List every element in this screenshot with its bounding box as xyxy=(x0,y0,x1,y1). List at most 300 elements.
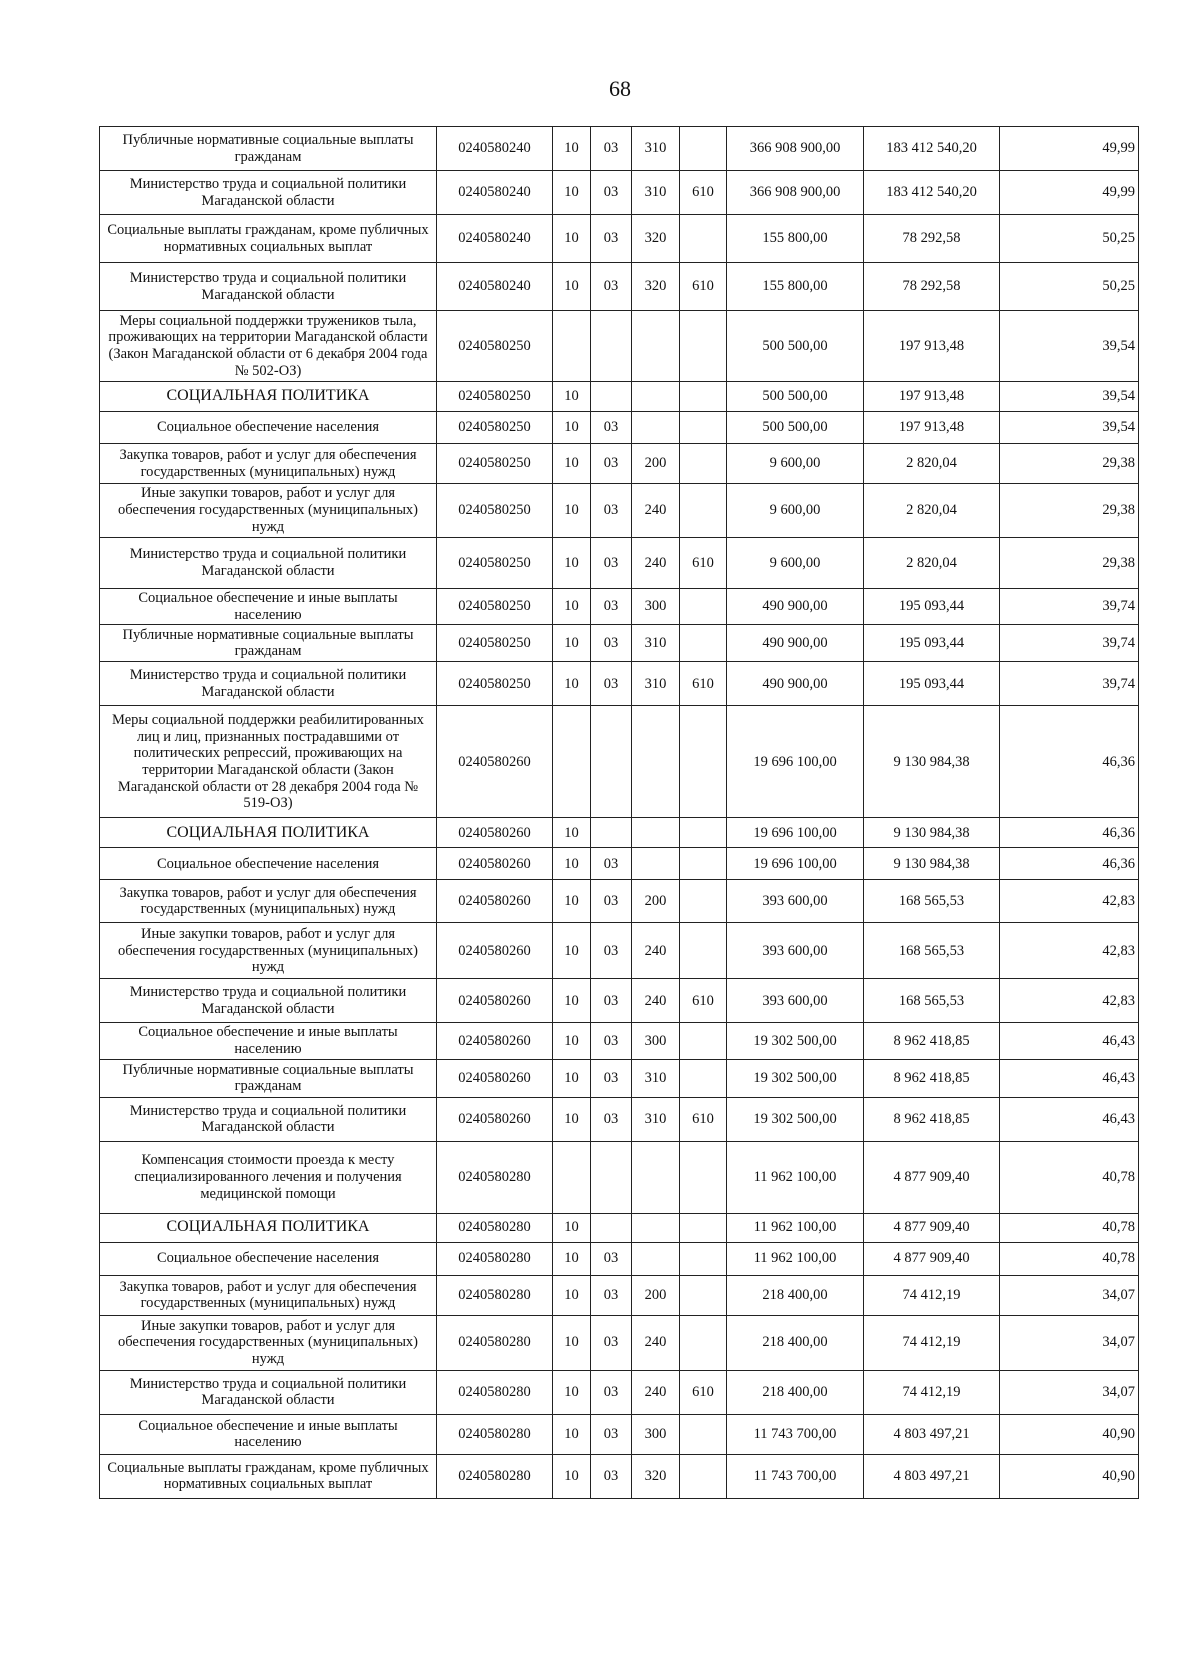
row-execution-percent: 34,07 xyxy=(1000,1370,1139,1414)
row-name: СОЦИАЛЬНАЯ ПОЛИТИКА xyxy=(100,818,437,848)
row-planned-amount: 490 900,00 xyxy=(727,625,864,662)
row-executed-amount: 8 962 418,85 xyxy=(864,1059,1000,1097)
row-name: Закупка товаров, работ и услуг для обеспечения государственных (муниципальных) нужд xyxy=(100,880,437,923)
row-expense-type: 240 xyxy=(632,979,680,1023)
table-row xyxy=(100,923,1139,979)
row-planned-amount: 218 400,00 xyxy=(727,1275,864,1315)
row-expense-type: 320 xyxy=(632,263,680,311)
row-section-code: 10 xyxy=(553,818,591,848)
row-name: СОЦИАЛЬНАЯ ПОЛИТИКА xyxy=(100,382,437,412)
row-name: Меры социальной поддержки тружеников тыла, проживающих на территории Магаданской области (Закон Магаданской области от 6 декабря 2004 года № 502-ОЗ) xyxy=(100,311,437,382)
table-row xyxy=(100,1315,1139,1370)
row-executed-amount: 183 412 540,20 xyxy=(864,127,1000,171)
row-executed-amount: 197 913,48 xyxy=(864,412,1000,444)
row-target-code: 0240580280 xyxy=(437,1141,553,1213)
row-planned-amount: 9 600,00 xyxy=(727,484,864,538)
row-subsection-code: 03 xyxy=(591,1275,632,1315)
row-executed-amount: 195 093,44 xyxy=(864,662,1000,706)
row-planned-amount: 9 600,00 xyxy=(727,538,864,589)
row-subsection-code xyxy=(591,818,632,848)
row-executed-amount: 4 877 909,40 xyxy=(864,1242,1000,1275)
row-name: Закупка товаров, работ и услуг для обеспечения государственных (муниципальных) нужд xyxy=(100,444,437,484)
row-executed-amount: 8 962 418,85 xyxy=(864,1097,1000,1141)
row-section-code: 10 xyxy=(553,1414,591,1454)
row-target-code: 0240580260 xyxy=(437,923,553,979)
row-subsection-code: 03 xyxy=(591,538,632,589)
row-administrator-code xyxy=(680,1141,727,1213)
row-subsection-code: 03 xyxy=(591,1023,632,1059)
row-administrator-code: 610 xyxy=(680,1097,727,1141)
row-target-code: 0240580250 xyxy=(437,662,553,706)
row-execution-percent: 49,99 xyxy=(1000,127,1139,171)
row-expense-type: 240 xyxy=(632,1315,680,1370)
row-target-code: 0240580240 xyxy=(437,127,553,171)
table-row xyxy=(100,263,1139,311)
row-expense-type: 240 xyxy=(632,923,680,979)
row-subsection-code xyxy=(591,1213,632,1242)
row-expense-type: 310 xyxy=(632,127,680,171)
row-executed-amount: 197 913,48 xyxy=(864,382,1000,412)
row-administrator-code xyxy=(680,127,727,171)
row-execution-percent: 39,74 xyxy=(1000,662,1139,706)
row-expense-type: 300 xyxy=(632,1414,680,1454)
row-section-code: 10 xyxy=(553,1275,591,1315)
row-target-code: 0240580280 xyxy=(437,1213,553,1242)
row-target-code: 0240580250 xyxy=(437,589,553,625)
table-row xyxy=(100,625,1139,662)
row-administrator-code xyxy=(680,923,727,979)
row-subsection-code: 03 xyxy=(591,848,632,880)
row-planned-amount: 490 900,00 xyxy=(727,662,864,706)
row-execution-percent: 46,43 xyxy=(1000,1097,1139,1141)
row-target-code: 0240580260 xyxy=(437,848,553,880)
table-row xyxy=(100,589,1139,625)
table-row xyxy=(100,1023,1139,1059)
row-administrator-code xyxy=(680,412,727,444)
row-administrator-code xyxy=(680,625,727,662)
row-section-code: 10 xyxy=(553,1315,591,1370)
row-planned-amount: 218 400,00 xyxy=(727,1370,864,1414)
row-expense-type: 300 xyxy=(632,589,680,625)
row-executed-amount: 4 803 497,21 xyxy=(864,1454,1000,1498)
row-administrator-code: 610 xyxy=(680,662,727,706)
row-section-code xyxy=(553,1141,591,1213)
row-planned-amount: 366 908 900,00 xyxy=(727,171,864,215)
row-name: Министерство труда и социальной политики Магаданской области xyxy=(100,1370,437,1414)
row-section-code: 10 xyxy=(553,1097,591,1141)
row-executed-amount: 78 292,58 xyxy=(864,215,1000,263)
table-row xyxy=(100,444,1139,484)
row-section-code: 10 xyxy=(553,1023,591,1059)
row-name: Социальное обеспечение и иные выплаты населению xyxy=(100,589,437,625)
row-subsection-code: 03 xyxy=(591,1097,632,1141)
row-section-code: 10 xyxy=(553,382,591,412)
row-administrator-code xyxy=(680,1454,727,1498)
row-name: Закупка товаров, работ и услуг для обеспечения государственных (муниципальных) нужд xyxy=(100,1275,437,1315)
row-subsection-code: 03 xyxy=(591,171,632,215)
row-target-code: 0240580250 xyxy=(437,538,553,589)
table-row xyxy=(100,484,1139,538)
row-planned-amount: 11 743 700,00 xyxy=(727,1454,864,1498)
row-execution-percent: 50,25 xyxy=(1000,215,1139,263)
row-name: Компенсация стоимости проезда к месту специализированного лечения и получения медицинской помощи xyxy=(100,1141,437,1213)
row-planned-amount: 11 743 700,00 xyxy=(727,1414,864,1454)
row-section-code: 10 xyxy=(553,1213,591,1242)
row-executed-amount: 4 877 909,40 xyxy=(864,1141,1000,1213)
row-target-code: 0240580280 xyxy=(437,1315,553,1370)
row-executed-amount: 195 093,44 xyxy=(864,625,1000,662)
row-name: Социальное обеспечение населения xyxy=(100,1242,437,1275)
row-execution-percent: 29,38 xyxy=(1000,538,1139,589)
row-planned-amount: 11 962 100,00 xyxy=(727,1213,864,1242)
row-execution-percent: 40,90 xyxy=(1000,1454,1139,1498)
row-target-code: 0240580250 xyxy=(437,311,553,382)
row-execution-percent: 39,54 xyxy=(1000,311,1139,382)
row-name: Министерство труда и социальной политики Магаданской области xyxy=(100,263,437,311)
table-row xyxy=(100,538,1139,589)
row-planned-amount: 19 302 500,00 xyxy=(727,1059,864,1097)
row-target-code: 0240580280 xyxy=(437,1454,553,1498)
row-administrator-code: 610 xyxy=(680,171,727,215)
row-target-code: 0240580240 xyxy=(437,171,553,215)
row-section-code: 10 xyxy=(553,1059,591,1097)
row-name: Министерство труда и социальной политики Магаданской области xyxy=(100,662,437,706)
row-expense-type: 240 xyxy=(632,1370,680,1414)
row-name: Меры социальной поддержки реабилитированных лиц и лиц, признанных пострадавшими от политических репрессий, проживающих на территории Магаданской области (Закон Магаданской области от 28 декабря 2004 года № 519-ОЗ) xyxy=(100,706,437,818)
row-administrator-code xyxy=(680,589,727,625)
row-subsection-code: 03 xyxy=(591,662,632,706)
row-section-code: 10 xyxy=(553,923,591,979)
row-executed-amount: 168 565,53 xyxy=(864,979,1000,1023)
row-subsection-code: 03 xyxy=(591,444,632,484)
row-subsection-code: 03 xyxy=(591,484,632,538)
row-planned-amount: 393 600,00 xyxy=(727,979,864,1023)
row-subsection-code: 03 xyxy=(591,412,632,444)
row-subsection-code: 03 xyxy=(591,1059,632,1097)
table-row xyxy=(100,662,1139,706)
row-execution-percent: 40,78 xyxy=(1000,1141,1139,1213)
row-section-code: 10 xyxy=(553,215,591,263)
row-execution-percent: 29,38 xyxy=(1000,444,1139,484)
row-expense-type: 310 xyxy=(632,1059,680,1097)
row-administrator-code xyxy=(680,215,727,263)
row-target-code: 0240580250 xyxy=(437,444,553,484)
row-name: Публичные нормативные социальные выплаты гражданам xyxy=(100,625,437,662)
row-administrator-code xyxy=(680,444,727,484)
row-execution-percent: 39,54 xyxy=(1000,412,1139,444)
row-execution-percent: 42,83 xyxy=(1000,979,1139,1023)
row-section-code: 10 xyxy=(553,589,591,625)
row-section-code: 10 xyxy=(553,263,591,311)
row-section-code: 10 xyxy=(553,848,591,880)
row-execution-percent: 39,74 xyxy=(1000,625,1139,662)
row-section-code: 10 xyxy=(553,662,591,706)
row-name: Иные закупки товаров, работ и услуг для обеспечения государственных (муниципальных) нужд xyxy=(100,923,437,979)
table-row xyxy=(100,880,1139,923)
row-section-code: 10 xyxy=(553,1454,591,1498)
row-subsection-code: 03 xyxy=(591,1414,632,1454)
row-name: Иные закупки товаров, работ и услуг для обеспечения государственных (муниципальных) нужд xyxy=(100,1315,437,1370)
row-section-code: 10 xyxy=(553,625,591,662)
row-name: Социальное обеспечение населения xyxy=(100,848,437,880)
row-expense-type xyxy=(632,818,680,848)
row-target-code: 0240580260 xyxy=(437,706,553,818)
row-expense-type: 310 xyxy=(632,662,680,706)
row-name: Министерство труда и социальной политики Магаданской области xyxy=(100,171,437,215)
table-row xyxy=(100,1141,1139,1213)
row-section-code: 10 xyxy=(553,412,591,444)
table-row xyxy=(100,1242,1139,1275)
row-expense-type xyxy=(632,412,680,444)
row-name: Социальные выплаты гражданам, кроме публичных нормативных социальных выплат xyxy=(100,1454,437,1498)
row-executed-amount: 2 820,04 xyxy=(864,444,1000,484)
row-administrator-code: 610 xyxy=(680,538,727,589)
row-administrator-code xyxy=(680,1023,727,1059)
row-section-code: 10 xyxy=(553,444,591,484)
row-subsection-code xyxy=(591,311,632,382)
row-target-code: 0240580260 xyxy=(437,979,553,1023)
row-target-code: 0240580240 xyxy=(437,263,553,311)
row-execution-percent: 42,83 xyxy=(1000,880,1139,923)
row-administrator-code xyxy=(680,1275,727,1315)
row-executed-amount: 78 292,58 xyxy=(864,263,1000,311)
table-row xyxy=(100,382,1139,412)
row-executed-amount: 74 412,19 xyxy=(864,1275,1000,1315)
row-name: Министерство труда и социальной политики Магаданской области xyxy=(100,1097,437,1141)
table-row xyxy=(100,1414,1139,1454)
row-subsection-code xyxy=(591,706,632,818)
row-execution-percent: 40,90 xyxy=(1000,1414,1139,1454)
row-planned-amount: 19 696 100,00 xyxy=(727,818,864,848)
row-subsection-code: 03 xyxy=(591,1242,632,1275)
row-planned-amount: 218 400,00 xyxy=(727,1315,864,1370)
row-executed-amount: 74 412,19 xyxy=(864,1370,1000,1414)
table-body xyxy=(100,127,1139,1499)
row-target-code: 0240580280 xyxy=(437,1370,553,1414)
table-row xyxy=(100,1454,1139,1498)
row-expense-type xyxy=(632,848,680,880)
row-planned-amount: 19 696 100,00 xyxy=(727,706,864,818)
row-execution-percent: 46,43 xyxy=(1000,1059,1139,1097)
budget-table xyxy=(99,126,1139,1499)
table-row xyxy=(100,818,1139,848)
row-subsection-code: 03 xyxy=(591,979,632,1023)
table-row xyxy=(100,215,1139,263)
table-row xyxy=(100,706,1139,818)
row-planned-amount: 500 500,00 xyxy=(727,382,864,412)
row-executed-amount: 168 565,53 xyxy=(864,923,1000,979)
row-executed-amount: 197 913,48 xyxy=(864,311,1000,382)
table-row xyxy=(100,979,1139,1023)
row-target-code: 0240580260 xyxy=(437,818,553,848)
row-execution-percent: 46,43 xyxy=(1000,1023,1139,1059)
row-executed-amount: 195 093,44 xyxy=(864,589,1000,625)
row-expense-type: 200 xyxy=(632,1275,680,1315)
row-execution-percent: 34,07 xyxy=(1000,1315,1139,1370)
row-section-code: 10 xyxy=(553,538,591,589)
row-administrator-code xyxy=(680,1315,727,1370)
row-execution-percent: 40,78 xyxy=(1000,1242,1139,1275)
row-target-code: 0240580250 xyxy=(437,625,553,662)
row-executed-amount: 9 130 984,38 xyxy=(864,706,1000,818)
row-target-code: 0240580260 xyxy=(437,1023,553,1059)
row-administrator-code: 610 xyxy=(680,263,727,311)
row-target-code: 0240580260 xyxy=(437,1097,553,1141)
row-execution-percent: 34,07 xyxy=(1000,1275,1139,1315)
row-subsection-code: 03 xyxy=(591,263,632,311)
row-subsection-code xyxy=(591,382,632,412)
row-planned-amount: 19 696 100,00 xyxy=(727,848,864,880)
row-section-code: 10 xyxy=(553,171,591,215)
table-row xyxy=(100,311,1139,382)
table-row xyxy=(100,1275,1139,1315)
row-expense-type: 310 xyxy=(632,1097,680,1141)
row-planned-amount: 19 302 500,00 xyxy=(727,1097,864,1141)
row-expense-type: 300 xyxy=(632,1023,680,1059)
row-planned-amount: 11 962 100,00 xyxy=(727,1141,864,1213)
row-executed-amount: 2 820,04 xyxy=(864,538,1000,589)
table-row xyxy=(100,1097,1139,1141)
table-row xyxy=(100,127,1139,171)
row-planned-amount: 9 600,00 xyxy=(727,444,864,484)
row-administrator-code: 610 xyxy=(680,979,727,1023)
row-administrator-code xyxy=(680,1059,727,1097)
row-administrator-code xyxy=(680,848,727,880)
row-executed-amount: 74 412,19 xyxy=(864,1315,1000,1370)
row-execution-percent: 49,99 xyxy=(1000,171,1139,215)
row-executed-amount: 4 877 909,40 xyxy=(864,1213,1000,1242)
row-expense-type xyxy=(632,1141,680,1213)
row-execution-percent: 46,36 xyxy=(1000,818,1139,848)
page-number: 68 xyxy=(609,76,631,101)
row-section-code: 10 xyxy=(553,979,591,1023)
row-execution-percent: 46,36 xyxy=(1000,706,1139,818)
row-planned-amount: 11 962 100,00 xyxy=(727,1242,864,1275)
row-name: Министерство труда и социальной политики Магаданской области xyxy=(100,979,437,1023)
row-expense-type: 310 xyxy=(632,625,680,662)
row-name: Публичные нормативные социальные выплаты гражданам xyxy=(100,1059,437,1097)
row-expense-type xyxy=(632,1213,680,1242)
row-execution-percent: 46,36 xyxy=(1000,848,1139,880)
row-subsection-code: 03 xyxy=(591,1454,632,1498)
row-target-code: 0240580280 xyxy=(437,1242,553,1275)
row-expense-type xyxy=(632,382,680,412)
row-expense-type: 320 xyxy=(632,1454,680,1498)
row-planned-amount: 19 302 500,00 xyxy=(727,1023,864,1059)
row-planned-amount: 155 800,00 xyxy=(727,215,864,263)
row-subsection-code xyxy=(591,1141,632,1213)
row-planned-amount: 500 500,00 xyxy=(727,311,864,382)
table-row xyxy=(100,848,1139,880)
row-expense-type xyxy=(632,706,680,818)
row-planned-amount: 490 900,00 xyxy=(727,589,864,625)
row-target-code: 0240580280 xyxy=(437,1414,553,1454)
row-subsection-code: 03 xyxy=(591,923,632,979)
row-administrator-code xyxy=(680,818,727,848)
table-row xyxy=(100,1213,1139,1242)
row-administrator-code: 610 xyxy=(680,1370,727,1414)
row-administrator-code xyxy=(680,880,727,923)
row-name: СОЦИАЛЬНАЯ ПОЛИТИКА xyxy=(100,1213,437,1242)
row-expense-type: 200 xyxy=(632,444,680,484)
table-row xyxy=(100,1059,1139,1097)
row-expense-type: 310 xyxy=(632,171,680,215)
row-subsection-code: 03 xyxy=(591,1370,632,1414)
table-row xyxy=(100,412,1139,444)
row-expense-type: 200 xyxy=(632,880,680,923)
row-target-code: 0240580260 xyxy=(437,1059,553,1097)
row-section-code: 10 xyxy=(553,127,591,171)
row-section-code xyxy=(553,311,591,382)
row-subsection-code: 03 xyxy=(591,1315,632,1370)
row-administrator-code xyxy=(680,706,727,818)
row-section-code: 10 xyxy=(553,1370,591,1414)
row-expense-type: 240 xyxy=(632,538,680,589)
row-name: Социальные выплаты гражданам, кроме публичных нормативных социальных выплат xyxy=(100,215,437,263)
row-planned-amount: 393 600,00 xyxy=(727,880,864,923)
row-target-code: 0240580280 xyxy=(437,1275,553,1315)
row-target-code: 0240580250 xyxy=(437,382,553,412)
row-planned-amount: 500 500,00 xyxy=(727,412,864,444)
row-name: Социальное обеспечение и иные выплаты населению xyxy=(100,1414,437,1454)
table-row xyxy=(100,171,1139,215)
row-section-code: 10 xyxy=(553,1242,591,1275)
row-planned-amount: 393 600,00 xyxy=(727,923,864,979)
row-administrator-code xyxy=(680,382,727,412)
row-target-code: 0240580260 xyxy=(437,880,553,923)
row-administrator-code xyxy=(680,311,727,382)
row-execution-percent: 42,83 xyxy=(1000,923,1139,979)
row-executed-amount: 168 565,53 xyxy=(864,880,1000,923)
row-planned-amount: 155 800,00 xyxy=(727,263,864,311)
row-executed-amount: 9 130 984,38 xyxy=(864,818,1000,848)
table-row xyxy=(100,1370,1139,1414)
row-executed-amount: 8 962 418,85 xyxy=(864,1023,1000,1059)
row-name: Социальное обеспечение и иные выплаты населению xyxy=(100,1023,437,1059)
row-executed-amount: 9 130 984,38 xyxy=(864,848,1000,880)
row-executed-amount: 183 412 540,20 xyxy=(864,171,1000,215)
row-expense-type xyxy=(632,311,680,382)
row-expense-type: 320 xyxy=(632,215,680,263)
row-target-code: 0240580250 xyxy=(437,484,553,538)
row-target-code: 0240580250 xyxy=(437,412,553,444)
row-subsection-code: 03 xyxy=(591,625,632,662)
row-section-code: 10 xyxy=(553,880,591,923)
row-execution-percent: 39,54 xyxy=(1000,382,1139,412)
row-execution-percent: 50,25 xyxy=(1000,263,1139,311)
row-expense-type: 240 xyxy=(632,484,680,538)
row-subsection-code: 03 xyxy=(591,127,632,171)
row-administrator-code xyxy=(680,1213,727,1242)
row-executed-amount: 4 803 497,21 xyxy=(864,1414,1000,1454)
row-execution-percent: 39,74 xyxy=(1000,589,1139,625)
row-section-code: 10 xyxy=(553,484,591,538)
row-name: Публичные нормативные социальные выплаты гражданам xyxy=(100,127,437,171)
row-subsection-code: 03 xyxy=(591,589,632,625)
row-planned-amount: 366 908 900,00 xyxy=(727,127,864,171)
row-name: Социальное обеспечение населения xyxy=(100,412,437,444)
row-expense-type xyxy=(632,1242,680,1275)
row-target-code: 0240580240 xyxy=(437,215,553,263)
row-administrator-code xyxy=(680,1242,727,1275)
row-subsection-code: 03 xyxy=(591,880,632,923)
row-execution-percent: 29,38 xyxy=(1000,484,1139,538)
row-administrator-code xyxy=(680,1414,727,1454)
row-executed-amount: 2 820,04 xyxy=(864,484,1000,538)
row-name: Министерство труда и социальной политики Магаданской области xyxy=(100,538,437,589)
row-name: Иные закупки товаров, работ и услуг для обеспечения государственных (муниципальных) нужд xyxy=(100,484,437,538)
row-execution-percent: 40,78 xyxy=(1000,1213,1139,1242)
